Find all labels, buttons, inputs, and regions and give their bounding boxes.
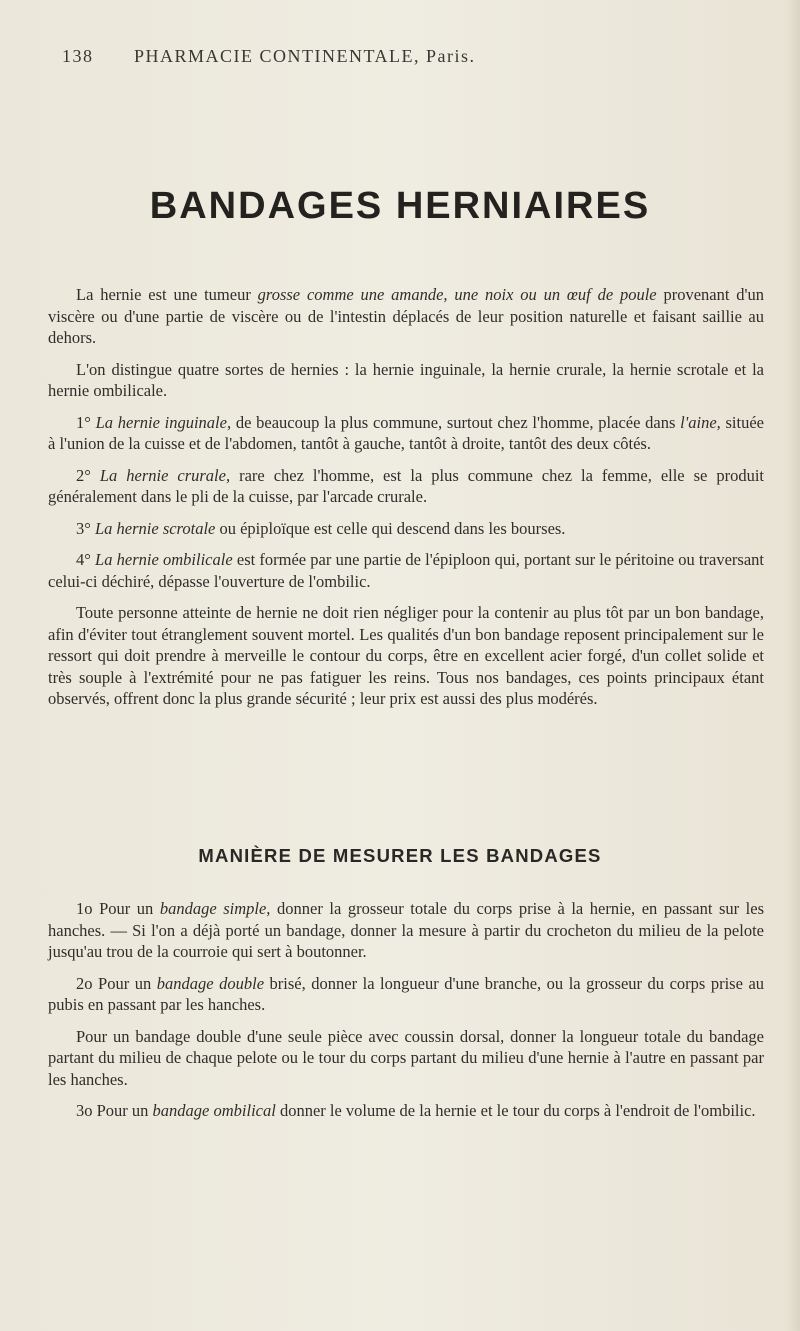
hernia-type-inguinal: 1° La hernie inguinale, de beaucoup la plus commune, surtout chez l'homme, placée dans l'aine, située à l'union de la cuisse et de l'abdomen, tantôt à gauche, tantôt à droite, tantôt des deux côtés. [48,412,764,453]
intro-section [48,284,764,720]
hernia-type-scrotal: 3° La hernie scrotale ou épiploïque est celle qui descend dans les bourses. [76,518,566,538]
section-title: MANIÈRE DE MESURER LES BANDAGES [198,845,602,866]
intro-paragraph-definition: La hernie est une tumeur grosse comme une amande, une noix ou un œuf de poule provenant d'un viscère ou d'une partie de viscère ou de l'intestin déplacés de leur position naturelle et faisant saillie au dehors. [48,285,764,347]
page-number: 138 [62,46,94,66]
page-title: BANDAGES HERNIAIRES [149,185,651,227]
intro-paragraph-quality: Toute personne atteinte de hernie ne doit rien négliger pour la contenir au plus tôt par un bon bandage, afin d'éviter tout étranglement souvent mortel. Les qualités d'un bon bandage reposent principalement sur le ressort qui doit prendre à merveille le contour du corps, être en excellent acier forgé, d'un collet solide et très souple à l'extrémité pour ne pas fatiguer les reins. Tous nos bandages, ces points principaux étant observés, offrent donc la plus grande sécurité ; leur prix est aussi des plus modérés. [48,603,764,708]
header-title: PHARMACIE CONTINENTALE, Paris. [134,46,476,66]
measure-umbilical-bandage: 3o Pour un bandage ombilical donner le volume de la hernie et le tour du corps à l'endroit de l'ombilic. [76,1101,756,1120]
measure-simple-bandage: 1o Pour un bandage simple, donner la grosseur totale du corps prise à la hernie, en passant sur les hanches. — Si l'on a déjà porté un bandage, donner la mesure à partir du crocheton du milieu de la pelote jusqu'au trou de la courroie qui sert à boutonner. [48,899,765,961]
intro-paragraph-types: L'on distingue quatre sortes de hernies : la hernie inguinale, la hernie crurale, la hernie scrotale et la hernie ombilicale. [48,359,764,400]
measure-double-bandage: 2o Pour un bandage double brisé, donner la longueur d'une branche, ou la grosseur du corps prise au pubis en passant par les hanches. [48,973,765,1014]
measure-section [48,898,764,1132]
hernia-type-umbilical: 4° La hernie ombilicale est formée par une partie de l'épiploon qui, portant sur le péritoine ou traversant celui-ci déchiré, dépasse l'ouverture de l'ombilic. [48,550,764,591]
measure-double-single-piece: Pour un bandage double d'une seule pièce avec coussin dorsal, donner la longueur totale du bandage partant du milieu de chaque pelote ou le tour du corps partant du milieu d'une hernie à l'autre en passant par les hanches. [48,1026,764,1089]
running-head [62,46,622,67]
hernia-type-crural: 2° La hernie crurale, rare chez l'homme, est la plus commune chez la femme, elle se produit généralement dans le pli de la cuisse, par l'arcade crurale. [48,465,765,506]
